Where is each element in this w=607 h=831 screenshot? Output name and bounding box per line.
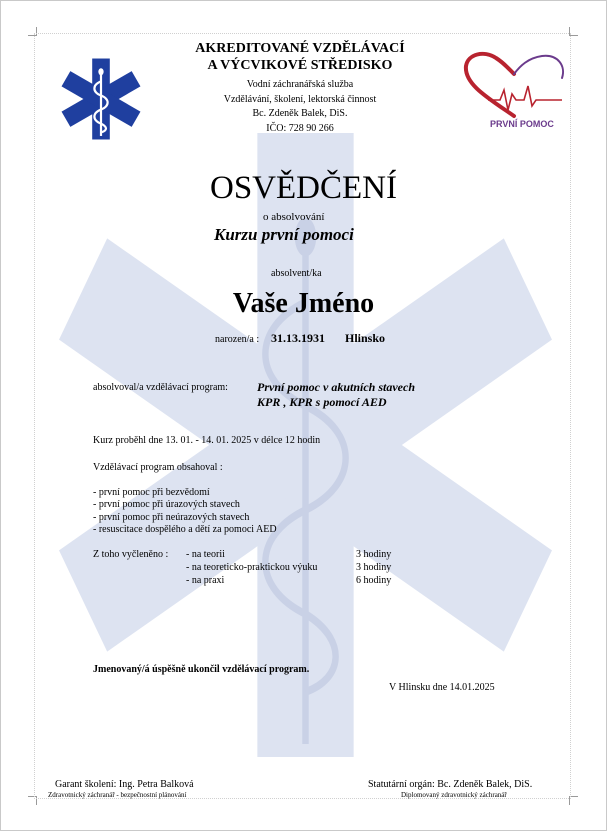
contents-item: - první pomoc při neúrazových stavech (93, 512, 250, 523)
allocation-item-label: - na praxi (186, 575, 225, 586)
completion-statement: Jmenovaný/á úspěšně ukončil vzdělávací program. (93, 664, 310, 675)
program-label: absolvoval/a vzdělávací program: (93, 382, 228, 393)
participant-name: Vaše Jméno (232, 288, 375, 319)
contents-item: - resuscitace dospělého a dětí za pomoci AED (93, 524, 277, 535)
course-dates: Kurz proběhl dne 13. 01. - 14. 01. 2025 v délce 12 hodin (93, 435, 321, 446)
born-place: Hlinsko (345, 331, 386, 345)
certificate-title: OSVĚDČENÍ (210, 170, 397, 206)
statutory-title: Diplomovaný zdravotnický záchranář (401, 791, 507, 799)
logo-text: PRVNÍ POMOC (490, 119, 554, 129)
allocation-item-label: - na teoreticko-praktickou výuku (186, 562, 318, 573)
contents-label: Vzdělávací program obsahoval : (93, 462, 223, 473)
header-title-line2: A VÝCVIKOVÉ STŘEDISKO (207, 58, 393, 73)
program-line1: První pomoc v akutních stavech (257, 380, 415, 394)
header-line2: Vzdělávání, školení, lektorská činnost (223, 94, 377, 105)
allocation-item-hours: 3 hodiny (356, 562, 392, 573)
born-label: narozen/a : (215, 334, 260, 345)
statutory-line: Statutární orgán: Bc. Zdeněk Balek, DiS. (368, 779, 533, 790)
subtitle-prefix: o absolvování (263, 211, 325, 223)
allocation-label: Z toho vyčleněno : (93, 549, 169, 560)
allocation-item-hours: 3 hodiny (356, 549, 392, 560)
header-line1: Vodní záchranářská služba (246, 79, 354, 90)
contents-item: - první pomoc při bezvědomí (93, 487, 210, 498)
contents-item: - první pomoc při úrazových stavech (93, 499, 240, 510)
course-name: Kurzu první pomoci (214, 225, 354, 244)
born-date: 31.13.1931 (271, 331, 325, 345)
absolvent-label: absolvent/ka (271, 268, 322, 279)
program-line2: KPR , KPR s pomocí AED (257, 395, 387, 409)
allocation-item-hours: 6 hodiny (356, 575, 392, 586)
guarantor-title: Zdravotnický záchranář - bezpečnostní plánování (48, 791, 187, 799)
star-of-life-logo (57, 55, 145, 143)
heart-ecg-logo-icon (458, 50, 570, 120)
header-line3: Bc. Zdeněk Balek, DiS. (252, 108, 348, 119)
allocation-item-label: - na teorii (186, 549, 225, 560)
place-date: V Hlinsku dne 14.01.2025 (389, 682, 495, 693)
header-line4: IČO: 728 90 266 (266, 123, 334, 134)
header-title-line1: AKREDITOVANÉ VZDĚLÁVACÍ (195, 41, 405, 56)
guarantor-line: Garant školení: Ing. Petra Balková (55, 779, 194, 790)
